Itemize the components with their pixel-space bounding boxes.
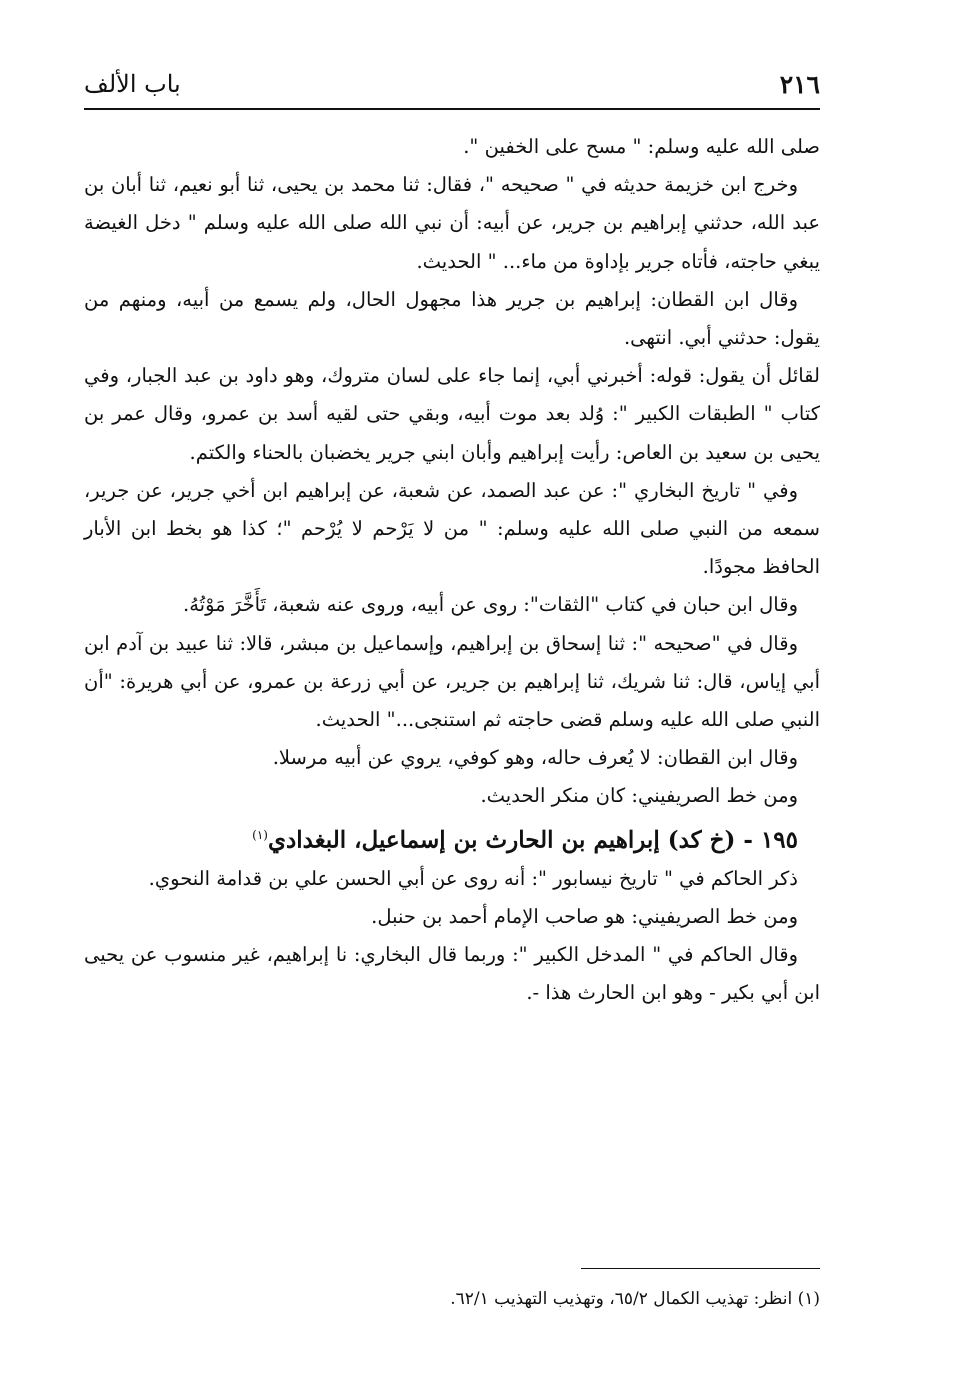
paragraph-8: وقال ابن القطان: لا يُعرف حاله، وهو كوفي، يروي عن أبيه مرسلا. <box>272 746 798 770</box>
entry-heading-text: ١٩٥ - (خ كد) إبراهيم بن الحارث بن إسماعيل، البغدادي <box>267 826 798 854</box>
header-rule <box>84 108 820 110</box>
paragraph-2: وخرج ابن خزيمة حديثه في " صحيحه "، فقال: ثنا محمد بن يحيى، ثنا أبو نعيم، ثنا أبان بن عبد الله، حدثني إبراهيم بن جرير، عن أبيه: أن نبي الله صلى الله عليه وسلم " دخل الغيضة يبغي حاجته، فأتاه جرير بإداوة من ماء... " الحديث. <box>84 173 820 273</box>
body-text <box>84 128 820 1012</box>
page <box>84 0 820 1377</box>
paragraph-3: وقال ابن القطان: إبراهيم بن جرير هذا مجهول الحال، ولم يسمع من أبيه، ومنهم من يقول: حدثني أبي. انتهى. <box>84 287 820 350</box>
paragraph-4: لقائل أن يقول: قوله: أخبرني أبي، إنما جاء على لسان متروك، وهو داود بن عبد الجبار، وفي كتاب " الطبقات الكبير ": وُلد بعد موت أبيه، وبقي حتى لقيه أسد بن عمرو، وقال عمر بن يحيى بن سعيد بن العاص: رأيت إبراهيم وأبان ابني جرير يخضبان بالحناء والكتم. <box>84 364 820 464</box>
footnote: (١) انظر: تهذيب الكمال ٦٥/٢، وتهذيب التهذيب ٦٢/١. <box>450 1289 820 1309</box>
entry-heading <box>84 816 820 860</box>
running-title: باب الألف <box>84 70 181 98</box>
paragraph-9: ومن خط الصريفيني: كان منكر الحديث. <box>480 784 798 808</box>
paragraph-5: وفي " تاريخ البخاري ": عن عبد الصمد، عن شعبة، عن إبراهيم ابن أخي جرير، عن جرير، سمعه من النبي صلى الله عليه وسلم: " من لا يَرْحم لا يُرْحم "؛ كذا هو بخط ابن الأبار الحافظ مجودًا. <box>84 478 820 579</box>
footnote-rule <box>581 1268 820 1269</box>
paragraph-10: ذكر الحاكم في " تاريخ نيسابور ": أنه روى عن أبي الحسن علي بن قدامة النحوي. <box>148 866 798 890</box>
paragraph-7: وقال في "صحيحه ": ثنا إسحاق بن إبراهيم، وإسماعيل بن مبشر، قالا: ثنا عبيد بن آدم ابن أبي إياس، قال: ثنا شريك، ثنا إبراهيم بن جرير، عن أبي زرعة بن عمرو، عن أبي هريرة: "أن النبي صلى الله عليه وسلم قضى حاجته ثم استنجى..." الحديث. <box>84 631 820 732</box>
page-header <box>84 68 820 102</box>
page-number: ٢١٦ <box>779 70 820 99</box>
paragraph-1: صلى الله عليه وسلم: " مسح على الخفين ". <box>463 135 820 158</box>
paragraph-11: ومن خط الصريفيني: هو صاحب الإمام أحمد بن حنبل. <box>371 904 798 928</box>
footnote-marker: (١) <box>252 827 268 842</box>
paragraph-6: وقال ابن حبان في كتاب "الثقات": روى عن أبيه، وروى عنه شعبة، تَأَخَّرَ مَوْتُهُ. <box>183 593 798 617</box>
paragraph-12: وقال الحاكم في " المدخل الكبير ": وربما قال البخاري: نا إبراهيم، غير منسوب عن يحيى ابن أبي بكير - وهو ابن الحارث هذا -. <box>84 942 820 1005</box>
